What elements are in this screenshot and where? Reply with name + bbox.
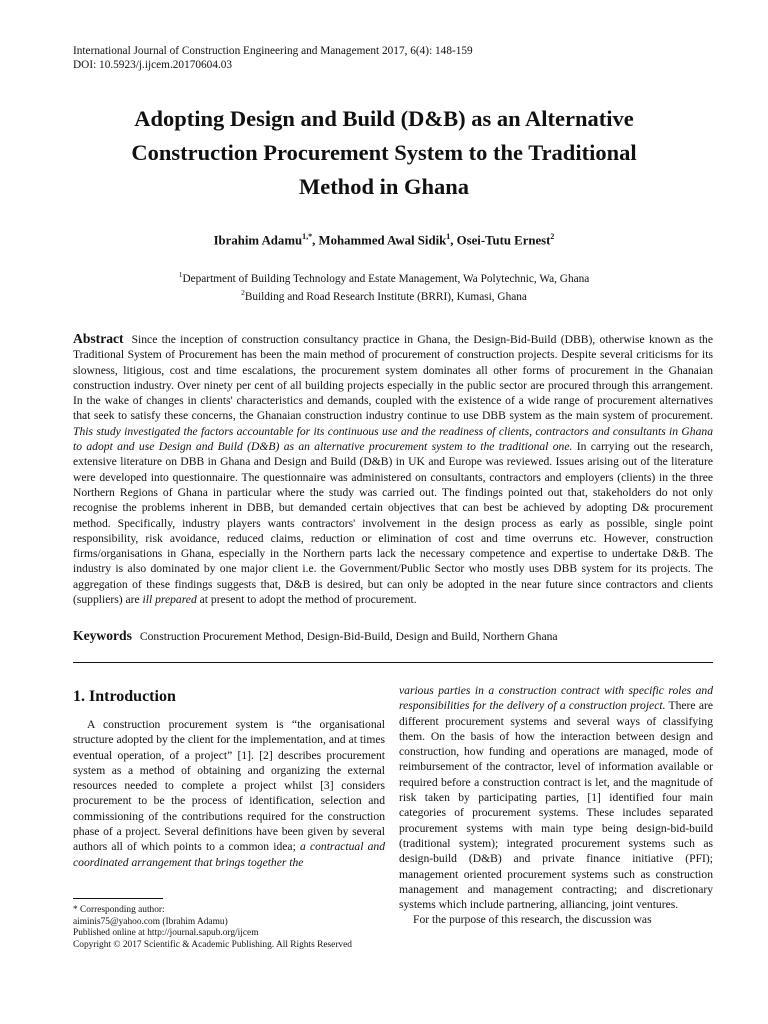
- doi: DOI: 10.5923/j.ijcem.20170604.03: [73, 59, 233, 71]
- author-name: Ibrahim Adamu: [213, 233, 303, 248]
- author-affiliation-mark: 1: [446, 232, 451, 241]
- author-separator: ,: [312, 233, 319, 248]
- footnote-email: aiminis75@yahoo.com (Ibrahim Adamu): [73, 916, 228, 927]
- keywords: [73, 628, 713, 644]
- abstract-text: Since the inception of construction consultancy practice in Ghana, the Design-Bid-Build (DBB), otherwise known as the Traditional System of Procurement has been the main method of procurement of construction projects. Despite several criticisms for its slowness, litigious, cost and time escalations, the procurement system dominates all other forms of procurement in the Ghanaian construction industry. Over ninety per cent of all building projects especially in the public sector are procured through this arrangement. In the wake of changes in clients' characteristics and demands, coupled with the existence of a wide range of procurement alternatives that seek to satisfy these concerns, the Ghanaian construction industry continue to use DBB system as the main system of procurement.: [73, 333, 713, 423]
- footnote-published: Published online at http://journal.sapub.org/ijcem: [73, 928, 259, 939]
- abstract-text: In carrying out the research, extensive literature on DBB in Ghana and Design and Build (D&B) in UK and Europe was reviewed. Issues arising out of the literature were developed into questionnaire. The questionnaire was administered on consultants, contractors and employers (clients) in the three Northern Regions of Ghana in particular where the study was carried out. The findings pointed out that, stakeholders do not only recognise the problems inherent in DBB, but demanded certain objectives that can best be achieved by adopting D& procurement method. Specifically, industry players wants contractors' involvement in the design process as early as possible, single point responsibility, risk avoidance, reduced claims, reduction or elimination of cost and time overruns etc. However, construction firms/organisations in Ghana, especially in the Northern parts lack the necessary competence and expertise to undertake D&B. The industry is also dominated by one major client i.e. the Government/Public Sector who mostly uses DBB system for its projects. The aggregation of these findings suggests that, D&B is desired, but can only be adopted in the near future since contractors and clients (suppliers) are: [73, 440, 713, 607]
- left-column: [73, 688, 385, 870]
- keywords-text: Construction Procurement Method, Design-Bid-Build, Design and Build, Northern Ghana: [139, 630, 558, 643]
- intro-paragraph-2: For the purpose of this research, the discussion was: [413, 913, 652, 927]
- section-divider: [73, 662, 713, 663]
- abstract-label: Abstract: [73, 331, 124, 346]
- author-affiliation-mark: 1,*: [302, 232, 313, 241]
- right-column: [399, 683, 713, 928]
- journal-header: [73, 44, 473, 72]
- paper-title: [60, 102, 708, 204]
- author-separator: ,: [450, 233, 457, 248]
- author-list: [60, 232, 708, 248]
- affiliations: [60, 268, 708, 304]
- affiliation: $^2$Building and Road Research Institute (BRRI), Kumasi, Ghana: [241, 287, 527, 303]
- footnote-corresponding: * Corresponding author:: [73, 905, 165, 915]
- journal-citation: International Journal of Construction Engineering and Management 2017, 6(4): 148-159: [73, 45, 473, 57]
- intro-paragraph: A construction procurement system is “the organisational structure adopted by the client for the implementation, and at times eventual operation, of a project” [1]. [2] describes procurement system as a method of obtaining and organizing the external resources needed to complete a project whilst [3] considers procurement to be the process of identification, selection and commissioning of the contributions required for the construction phase of a project. Several definitions have been given by several authors all of which points to a common idea; a contractual and coordinated arrangement that brings together the: [73, 718, 385, 869]
- footnotes: [73, 905, 352, 952]
- title-line-3: Method in Ghana: [298, 174, 470, 199]
- section-heading: 1. Introduction: [73, 688, 176, 705]
- abstract-emphasis: ill prepared: [142, 593, 197, 607]
- intro-paragraph-continued: various parties in a construction contract with specific roles and responsibilities for the delivery of a construction project. There are different procurement systems and several ways of classifying them. On the basis of how the interaction between design and construction, how funding and operations are managed, mode of reimbursement of the contractor, level of information available or required before a construction contract is let, and the magnitude of risk taken by participating parties, [1] identified four main categories of procurement systems. These includes separated procurement systems with main type being design-bid-build (traditional system); integrated procurement systems such as design-build (D&B) and private finance initiative (PFI); management oriented procurement systems such as construction management and management contracting; and discretionary systems which include partnering, alliancing, joint ventures.: [399, 684, 713, 912]
- abstract: [73, 331, 713, 607]
- affiliation: $^1$Department of Building Technology and Estate Management, Wa Polytechnic, Wa, Ghana: [178, 270, 590, 285]
- footnote-copyright: Copyright © 2017 Scientific & Academic Publishing. All Rights Reserved: [73, 940, 352, 951]
- author-affiliation-mark: 2: [550, 232, 555, 241]
- author-name: Mohammed Awal Sidik: [318, 233, 447, 248]
- title-line-1: Adopting Design and Build (D&B) as an Alternative: [134, 106, 634, 131]
- author-name: Osei-Tutu Ernest: [456, 233, 551, 248]
- footnote-divider: [73, 898, 163, 899]
- keywords-label: Keywords: [73, 628, 132, 643]
- abstract-text: at present to adopt the method of procurement.: [196, 593, 417, 607]
- abstract-emphasis: This study investigated the factors accountable for its continuous use and the readiness of clients, contractors and consultants in Ghana to adopt and use Design and Build (D&B) as an alternative procurement system to the traditional one.: [73, 424, 713, 454]
- title-line-2: Construction Procurement System to the Traditional: [131, 140, 637, 165]
